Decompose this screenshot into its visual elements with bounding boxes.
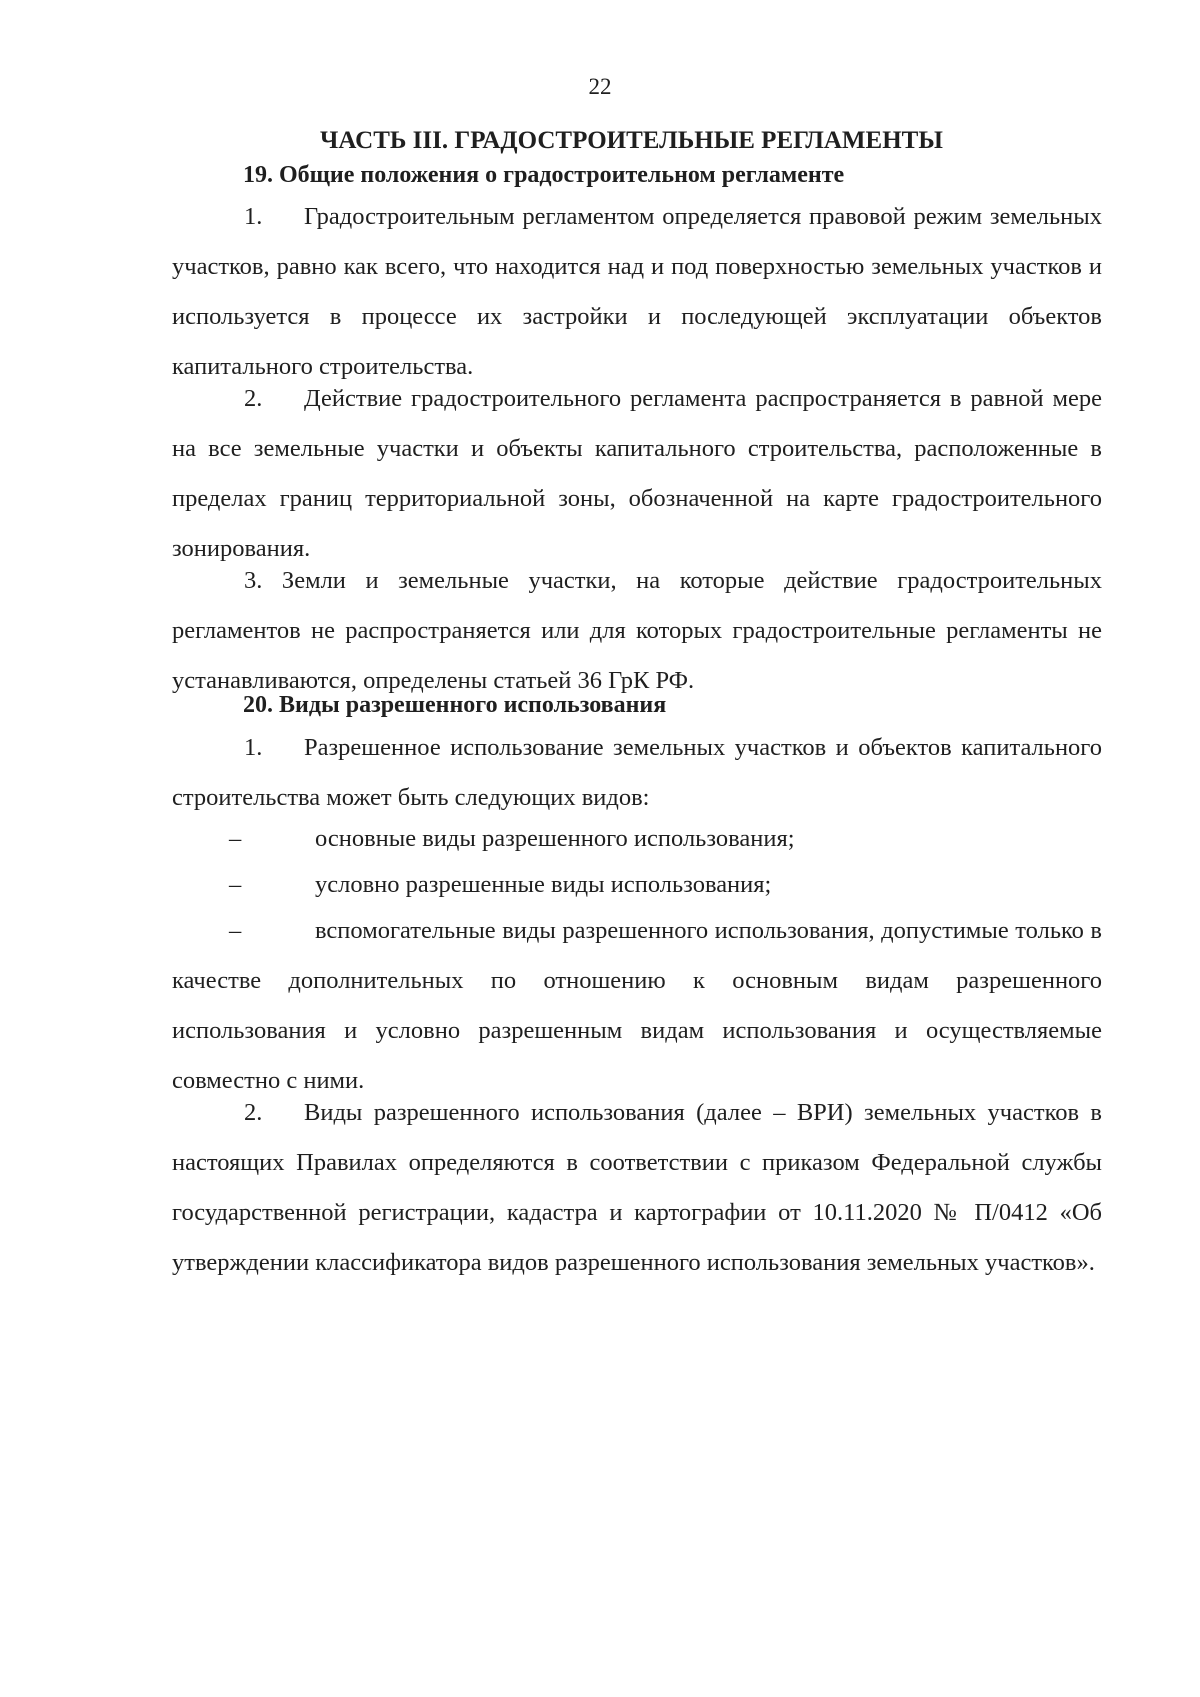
paragraph-text: Виды разрешенного использования (далее – ВРИ) земельных участков в настоящих Правилах определяются в соответствии с приказом Федеральной службы государственной регистрации, кадастра и картографии от 10.11.2020 № П/0412 «Об утверждении классификатора видов разрешенного использования земельных участков». bbox=[172, 1099, 1102, 1276]
section-19-paragraph-3 bbox=[172, 556, 1102, 706]
paragraph-number: 1. bbox=[244, 734, 263, 761]
section-19-paragraph-1 bbox=[172, 192, 1102, 392]
paragraph-text: Градостроительным регламентом определяется правовой режим земельных участков, равно как всего, что находится над и под поверхностью земельных участков и используется в процессе их застройки и последующей эксплуатации объектов капитального строительства. bbox=[172, 203, 1102, 380]
paragraph-text: Действие градостроительного регламента распространяется в равной мере на все земельные участки и объекты капитального строительства, расположенные в пределах границ территориальной зоны, обозначенной на карте градостроительного зонирования. bbox=[172, 385, 1102, 562]
dash-marker: – bbox=[229, 917, 242, 944]
list-item-text: условно разрешенные виды использования; bbox=[315, 871, 772, 898]
section-20-title: 20. Виды разрешенного использования bbox=[243, 692, 667, 718]
paragraph-number: 2. bbox=[244, 1099, 263, 1126]
paragraph-number: 2. bbox=[244, 385, 263, 412]
list-item-text: вспомогательные виды разрешенного использования, допустимые только в качестве дополнительных по отношению к основным видам разрешенного использования и условно разрешенным видам использования и осуществляемые совместно с ними. bbox=[172, 917, 1102, 1094]
list-item-text: основные виды разрешенного использования; bbox=[315, 825, 795, 852]
section-20-paragraph-2 bbox=[172, 1088, 1102, 1288]
section-19-paragraph-2 bbox=[172, 374, 1102, 574]
paragraph-text: Разрешенное использование земельных участков и объектов капитального строительства может быть следующих видов: bbox=[172, 734, 1102, 811]
part-title: ЧАСТЬ III. ГРАДОСТРОИТЕЛЬНЫЕ РЕГЛАМЕНТЫ bbox=[320, 127, 943, 154]
list-item bbox=[172, 814, 1102, 864]
list-item bbox=[172, 860, 1102, 910]
paragraph-number: 1. bbox=[244, 203, 263, 230]
dash-marker: – bbox=[229, 825, 242, 852]
section-20-paragraph-1 bbox=[172, 723, 1102, 823]
paragraph-text: 3. Земли и земельные участки, на которые действие градостроительных регламентов не распространяется или для которых градостроительные регламенты не устанавливаются, определены статьей 36 ГрК РФ. bbox=[172, 567, 1102, 694]
page-number: 22 bbox=[588, 74, 612, 99]
dash-marker: – bbox=[229, 871, 242, 898]
list-item bbox=[172, 906, 1102, 1106]
section-19-title: 19. Общие положения о градостроительном регламенте bbox=[243, 162, 845, 188]
